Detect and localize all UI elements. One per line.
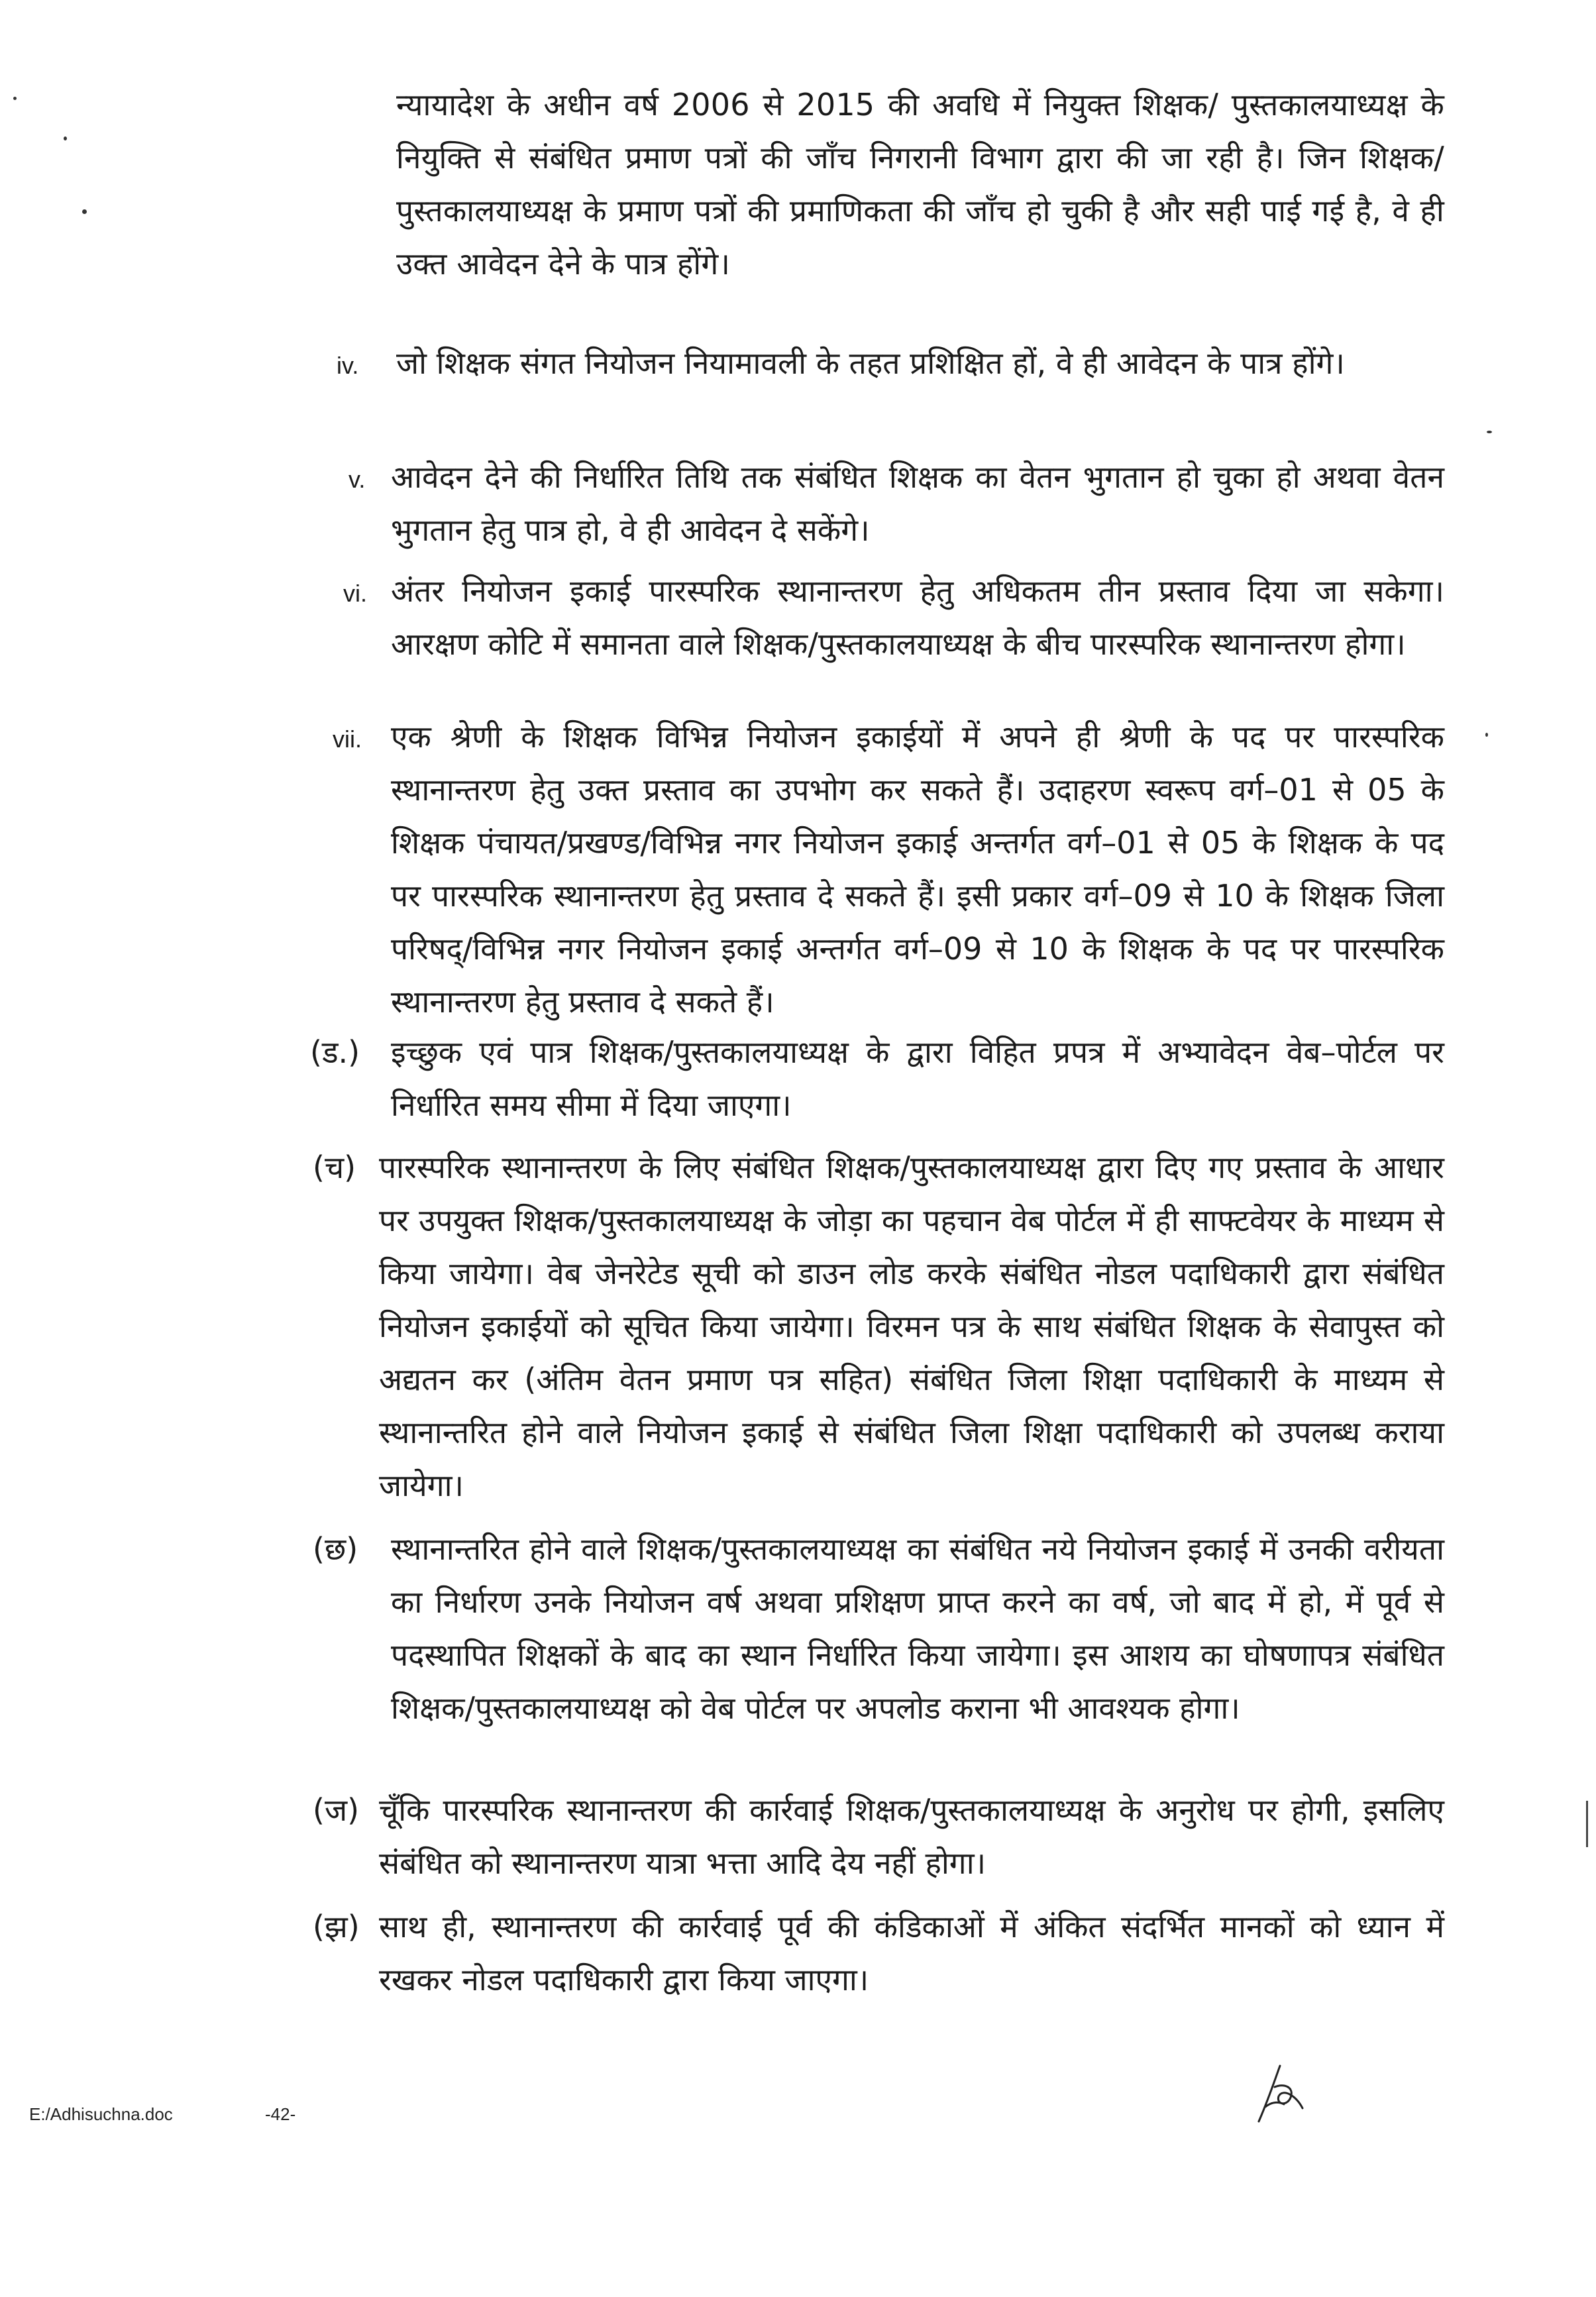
footer-file-path: E:/Adhisuchna.doc — [29, 2104, 173, 2124]
list-item-chha — [313, 1522, 1444, 1788]
list-marker: (झ) — [313, 1909, 360, 1945]
scan-speck — [13, 97, 17, 100]
signature — [1246, 2060, 1312, 2133]
list-item-iv — [337, 337, 1444, 443]
list-item-cha — [313, 1141, 1444, 1512]
scan-speck — [64, 136, 67, 140]
list-item-text: अंतर नियोजन इकाई पारस्परिक स्थानान्तरण हेतु अधिकतम तीन प्रस्ताव दिया जा सकेगा। आरक्षण कोटि में समानता वाले शिक्षक/पुस्तकालयाध्यक्ष के बीच पारस्परिक स्थानान्तरण होगा। — [391, 573, 1444, 662]
list-item-text: इच्छुक एवं पात्र शिक्षक/पुस्तकालयाध्यक्ष के द्वारा विहित प्रपत्र में अभ्यावेदन वेब–पोर्टल पर निर्धारित समय सीमा में दिया जाएगा। — [391, 1034, 1444, 1123]
list-item-text: आवेदन देने की निर्धारित तिथि तक संबंधित शिक्षक का वेतन भुगतान हो चुका हो अथवा वेतन भुगतान हेतु पात्र हो, वे ही आवेदन दे सकेंगे। — [391, 459, 1444, 548]
intro-paragraph: न्यायादेश के अधीन वर्ष 2006 से 2015 की अवधि में नियुक्त शिक्षक/ पुस्तकालयाध्यक्ष के नियुक्ति से संबंधित प्रमाण पत्रों की जाँच निगरानी विभाग द्वारा की जा रही है। जिन शिक्षक/पुस्तकालयाध्यक्ष के प्रमाण पत्रों की प्रमाणिकता की जाँच हो चुकी है और सही पाई गई है, वे ही उक्त आवेदन देने के पात्र होंगे। — [396, 87, 1444, 282]
list-item-da — [310, 1026, 1444, 1132]
list-item-text: जो शिक्षक संगत नियोजन नियामावली के तहत प्रशिक्षित हों, वे ही आवेदन के पात्र होंगे। — [396, 345, 1345, 381]
list-marker: (च) — [313, 1149, 356, 1185]
list-marker: vi. — [343, 580, 367, 607]
list-marker: iv. — [337, 352, 359, 379]
footer-page-number: -42- — [265, 2104, 296, 2124]
list-item-text: चूँकि पारस्परिक स्थानान्तरण की कार्रवाई शिक्षक/पुस्तकालयाध्यक्ष के अनुरोध पर होगी, इसलिए संबंधित को स्थानान्तरण यात्रा भत्ता आदि देय नहीं होगा। — [379, 1792, 1444, 1881]
list-item-vii — [333, 710, 1444, 1028]
scan-speck — [1485, 733, 1488, 737]
list-item-vi — [343, 564, 1444, 723]
list-item-jha — [313, 1900, 1444, 2006]
list-item-text: स्थानान्तरित होने वाले शिक्षक/पुस्तकालयाध्यक्ष का संबंधित नये नियोजन इकाई में उनकी वरीयता का निर्धारण उनके नियोजन वर्ष अथवा प्रशिक्षण प्राप्त करने का वर्ष, जो बाद में हो, में पूर्व से पदस्थापित शिक्षकों के बाद का स्थान निर्धारित किया जायेगा। इस आशय का घोषणापत्र संबंधित शिक्षक/पुस्तकालयाध्यक्ष को वेब पोर्टल पर अपलोड कराना भी आवश्यक होगा। — [391, 1531, 1444, 1726]
list-item-text: साथ ही, स्थानान्तरण की कार्रवाई पूर्व की कंडिकाओं में अंकित संदर्भित मानकों को ध्यान में रखकर नोडल पदाधिकारी द्वारा किया जाएगा। — [379, 1909, 1444, 1998]
scan-speck — [82, 209, 87, 214]
list-item-text: पारस्परिक स्थानान्तरण के लिए संबंधित शिक्षक/पुस्तकालयाध्यक्ष द्वारा दिए गए प्रस्ताव के आधार पर उपयुक्त शिक्षक/पुस्तकालयाध्यक्ष के जोड़ा का पहचान वेब पोर्टल में ही साफ्टवेयर के माध्यम से किया जायेगा। वेब जेनरेटेड सूची को डाउन लोड करके संबंधित नोडल पदाधिकारी द्वारा संबंधित नियोजन इकाईयों को सूचित किया जायेगा। विरमन पत्र के साथ संबंधित शिक्षक के सेवापुस्त को अद्यतन कर (अंतिम वेतन प्रमाण पत्र सहित) संबंधित जिला शिक्षा पदाधिकारी के माध्यम से स्थानान्तरित होने वाले नियोजन इकाई से संबंधित जिला शिक्षा पदाधिकारी को उपलब्ध कराया जायेगा। — [379, 1149, 1444, 1503]
list-item-text: एक श्रेणी के शिक्षक विभिन्न नियोजन इकाईयों में अपने ही श्रेणी के पद पर पारस्परिक स्थानान्तरण हेतु उक्त प्रस्ताव का उपभोग कर सकते हैं। उदाहरण स्वरूप वर्ग–01 से 05 के शिक्षक पंचायत/प्रखण्ड/विभिन्न नगर नियोजन इकाई अन्तर्गत वर्ग–01 से 05 के शिक्षक के पद पर पारस्परिक स्थानान्तरण हेतु प्रस्ताव दे सकते हैं। इसी प्रकार वर्ग–09 से 10 के शिक्षक जिला परिषद्/विभिन्न नगर नियोजन इकाई अन्तर्गत वर्ग–09 से 10 के शिक्षक के पद पर पारस्परिक स्थानान्तरण हेतु प्रस्ताव दे सकते हैं। — [391, 719, 1444, 1020]
list-item-ja — [313, 1784, 1444, 1890]
list-marker: (ज) — [313, 1792, 360, 1828]
list-marker: vii. — [333, 725, 362, 753]
list-marker: v. — [348, 466, 366, 493]
list-marker: (ड.) — [310, 1034, 360, 1070]
scan-edge-mark — [1586, 1801, 1588, 1847]
scan-speck — [1487, 431, 1492, 433]
list-marker: (छ) — [313, 1531, 358, 1567]
list-item-v — [348, 451, 1444, 557]
